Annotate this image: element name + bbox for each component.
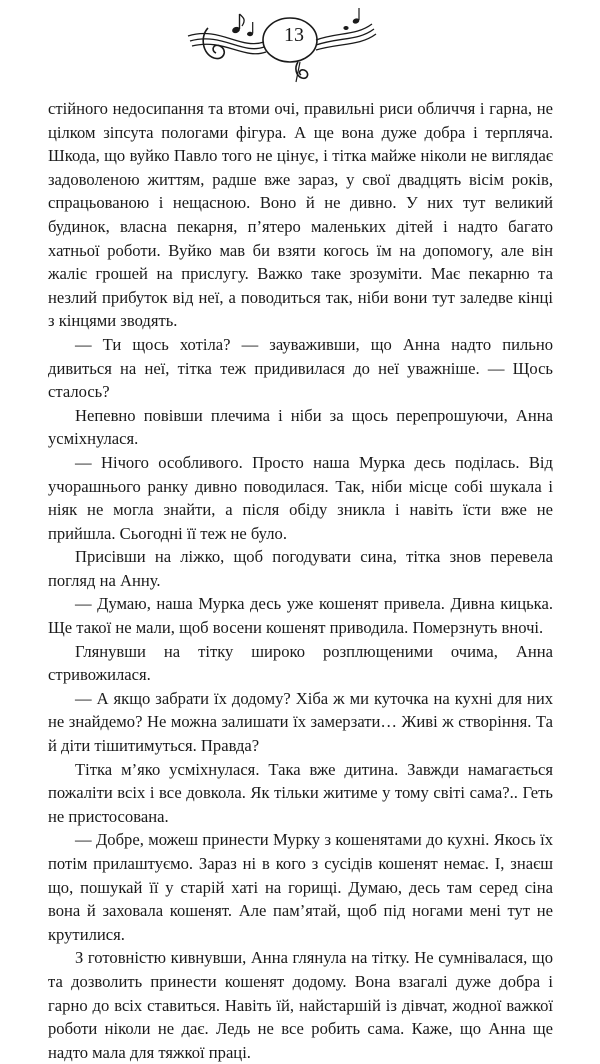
paragraph: — Нічого особливого. Просто наша Мурка десь поділась. Від учорашнього ранку дивно поводилася. Так, ніби місце собі шукала і ніяк не могла знайти, а після обіду зникла і навіть їсти вже не прийшла. Сьогодні її теж не було. xyxy=(48,452,553,543)
paragraph: Непевно повівши плечима і ніби за щось перепрошуючи, Анна усміхнулася. xyxy=(48,405,553,449)
paragraph: Глянувши на тітку широко розплющеними очима, Анна стривожилася. xyxy=(48,641,553,685)
page-number: 13 xyxy=(284,24,304,46)
paragraph: Присівши на ліжко, щоб погодувати сина, тітка знов перевела погляд на Анну. xyxy=(48,547,553,590)
paragraph: стійного недосипання та втоми очі, правильні риси обличчя і гарна, не цілком зіпсута пологами фігура. А ще вона дуже добра і терпляча. Шкода, що вуйко Павло того не цінує, і тітка майже ніколи не виглядає задоволеною життям, радше вже зараз, у свої двадцять вісім років, спрацьованою і нещасною. Воно й не дивно. У них тут великий будинок, власна пекарня, п’ятеро маленьких дітей і надто багато хатньої роботи. Вуйко мав би взяти когось їм на допомогу, але він жаліє грошей на прислугу. Важко таке зрозуміти. Має пекарню та незлий прибуток від неї, а поводиться так, ніби вони тут заледве кінці з кінцями зводять. xyxy=(48,99,553,331)
paragraph: — Ти щось хотіла? — зауваживши, що Анна надто пильно дивиться на неї, тітка теж придивилася до неї уважніше. — Щось сталось? xyxy=(48,334,553,402)
paragraph: — Добре, можеш принести Мурку з кошенятами до кухні. Якось їх потім прилаштуємо. Зараз ні в кого з сусідів кошенят немає. І, знаєш що, пошукай її у старій хаті на горищі. Думаю, десь там серед сіна вона й заховала кошенят. Але пам’ятай, щоб під ногами мені тут не крутилися. xyxy=(48,830,553,944)
paragraph: — Думаю, наша Мурка десь уже кошенят привела. Дивна кицька. Ще такої не мали, щоб восени кошенят приводила. Померзнуть вночі. xyxy=(48,594,553,638)
paragraph: — А якщо забрати їх додому? Хіба ж ми куточка на кухні для них не знайдемо? Не можна залишати їх замерзати… Живі ж створіння. Та й діти тішитимуться. Правда? xyxy=(48,688,553,756)
paragraph: Тітка м’яко усміхнулася. Така вже дитина. Завжди намагається пожаліти всіх і все довкола. Як тільки житиме у тому світі сама?.. Геть не пристосована. xyxy=(48,759,553,826)
paragraph: З готовністю кивнувши, Анна глянула на тітку. Не сумнівалася, що та дозволить принести кошенят додому. Вона взагалі дуже добра і гарно до всіх ставиться. Навіть їй, найстаршій із дівчат, жодної важкої роботи ніколи не дає. Ледь не все робить сама. Каже, що Анна ще надто мала для тяжкої праці. xyxy=(48,948,553,1062)
body-text xyxy=(48,97,553,1064)
